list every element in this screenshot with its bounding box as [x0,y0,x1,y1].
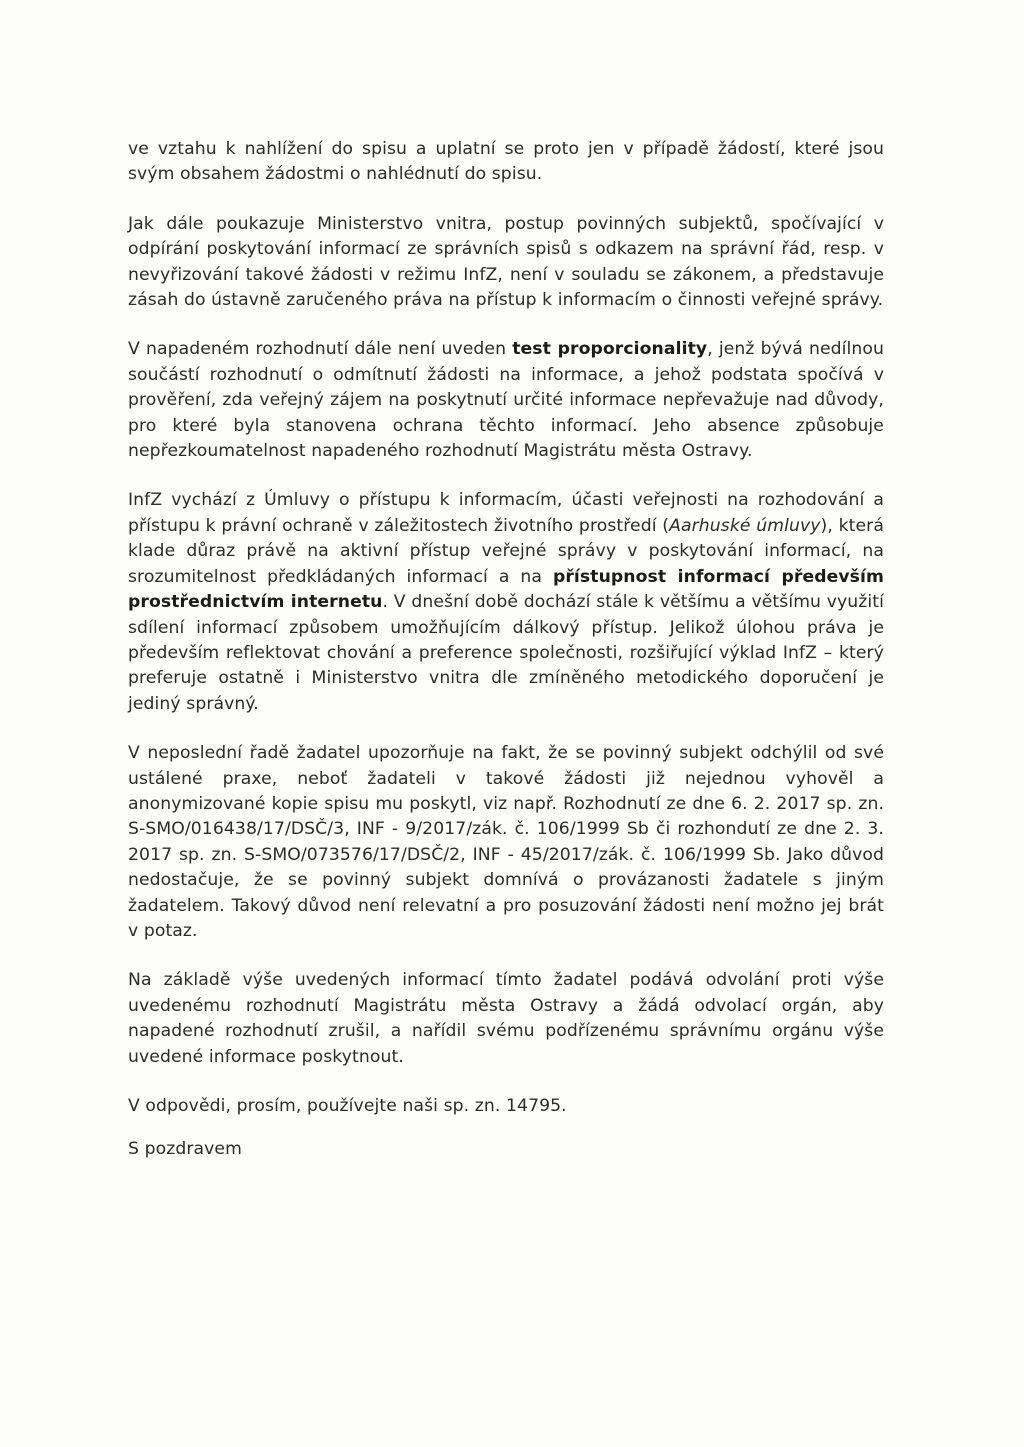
paragraph-4-text-a: InfZ vychází z Úmluvy o přístupu k informacím, účasti veřejnosti na rozhodování a přístupu k právní ochraně v záležitostech životního prostředí ( [128,490,884,536]
paragraph-reference-number: V odpovědi, prosím, používejte naši sp. zn. 14795. [128,1096,567,1116]
paragraph-1: ve vztahu k nahlížení do spisu a uplatní se proto jen v případě žádostí, které jsou svým obsahem žádostmi o nahlédnutí do spisu. [128,139,884,185]
paragraph-4-text-c: ), která klade důraz právě na aktivní přístup veřejné správy v poskytování informací, na srozumitelnost předkládaných informací a na [128,515,884,587]
document-body [128,137,884,1181]
paragraph-3-text-a: V napadeném rozhodnutí dále není uveden [128,339,513,360]
paragraph-3 [128,337,884,464]
paragraph-4-italic-aarhuske-umluvy: Aarhuské úmluvy [669,515,821,536]
paragraph-2: Jak dále poukazuje Ministerstvo vnitra, postup povinných subjektů, spočívající v odpírání poskytování informací ze správních spisů s odkazem na správní řád, resp. v nevyřizování takové žádosti v režimu InfZ, není v souladu se zákonem, a představuje zásah do ústavně zaručeného práva na přístup k informacím o činnosti veřejné správy. [128,213,884,311]
paragraph-5: V neposlední řadě žadatel upozorňuje na fakt, že se povinný subjekt odchýlil od své ustálené praxe, neboť žadateli v takové žádosti již nejednou vyhověl a anonymizované kopie spisu mu poskytl, viz např. Rozhodnutí ze dne 6. 2. 2017 sp. zn. S-SMO/016438/17/DSČ/3, INF - 9/2017/zák. č. 106/1999 Sb či rozhondutí ze dne 2. 3. 2017 sp. zn. S-SMO/073576/17/DSČ/2, INF - 45/2017/zák. č. 106/1999 Sb. Jako důvod nedostačuje, že se povinný subjekt domnívá o provázanosti žadatele s jiným žadatelem. Takový důvod není relevatní a pro posuzování žádosti není možno jej brát v potaz. [128,743,884,941]
paragraph-3-text-c: , jenž bývá nedílnou součástí rozhodnutí o odmítnutí žádosti na informace, a jehož podstata spočívá v prověření, zda veřejný zájem na poskytnutí určité informace nepřevažuje nad důvody, pro které byla stanovena ochrana těchto informací. Jeho absence způsobuje nepřezkoumatelnost napadeného rozhodnutí Magistrátu města Ostravy. [128,339,885,462]
paragraph-4-bold-pristupnost: přístupnost informací především prostřednictvím internetu [128,566,884,613]
paragraph-4 [128,488,884,717]
paragraph-6: Na základě výše uvedených informací tímto žadatel podává odvolání proti výše uvedenému rozhodnutí Magistrátu města Ostravy a žádá odvolací orgán, aby napadené rozhodnutí zrušil, a nařídil svému podřízenému správnímu orgánu výše uvedené informace poskytnout. [128,970,884,1067]
paragraph-3-bold-test-proporcionality: test proporcionality [512,339,708,360]
closing-greeting: S pozdravem [128,1139,242,1160]
paragraph-4-text-e: . V dnešní době dochází stále k většímu a většímu využití sdílení informací způsobem umožňujícím dálkový přístup. Jelikož úlohou práva je především reflektovat chování a preference společnosti, rozšiřující výklad InfZ – který preferuje ostatně i Ministerstvo vnitra dle zmíněného metodického doporučení je jediný správný. [128,592,885,714]
